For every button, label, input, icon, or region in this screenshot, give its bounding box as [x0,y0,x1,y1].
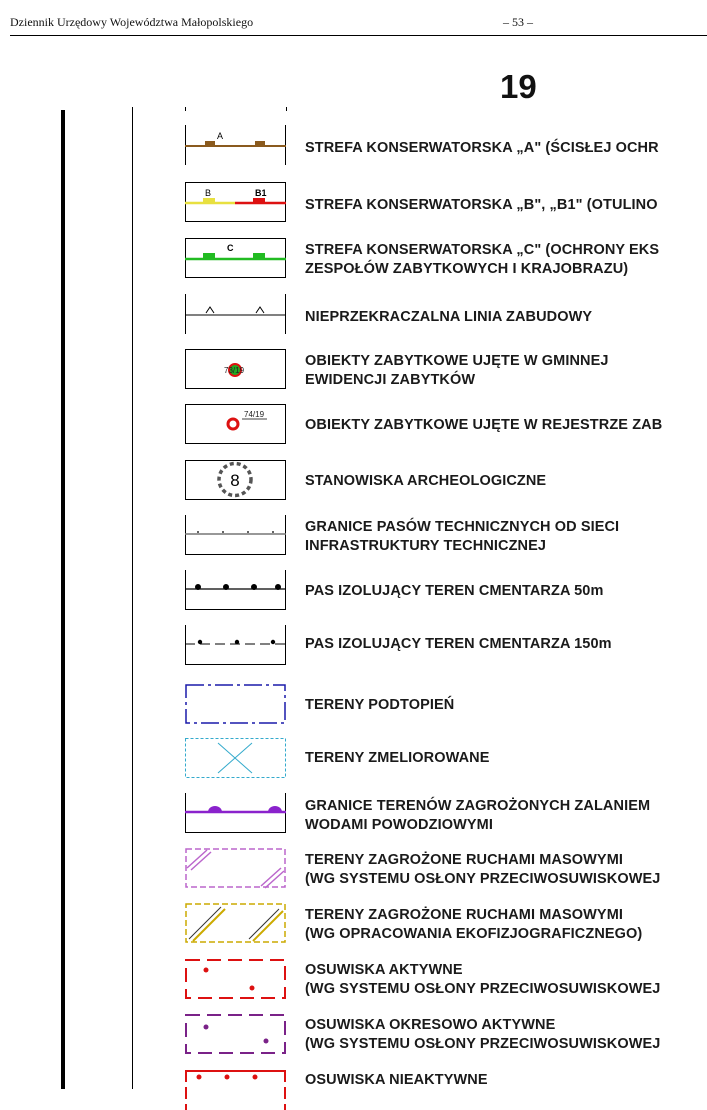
legend-label-reclaimed-areas: TERENY ZMELIOROWANE [305,750,490,766]
cemetery-150m-symbol [185,625,286,665]
legend-label-zone-a: STREFA KONSERWATORSKA „A" (ŚCISŁEJ OCHR [305,140,659,156]
frame-line-thick [61,110,65,1089]
zone-b-tag: B [205,188,212,198]
page-number: – 53 – [503,15,533,29]
zone-b-symbol [185,182,286,222]
zone-a-tag: A [217,131,224,141]
journal-title: Dziennik Urzędowy Województwa Małopolskiego [10,15,254,29]
zone-a-symbol [185,125,286,165]
monument-register-symbol [185,404,286,444]
monument-register-tag: 74/19 [244,410,265,419]
mass-movement-eco-symbol [185,903,286,943]
legend-label-inactive-landslides: OSUWISKA NIEAKTYWNE [305,1072,488,1088]
cemetery-50m-symbol [185,570,286,610]
periodic-landslides-symbol [185,1014,286,1054]
legend-label-periodic-landslides: OSUWISKA OKRESOWO AKTYWNE (WG SYSTEMU OSŁONY PRZECIWOSUWISKOWEJ [305,1017,661,1052]
legend-label-mass-movement-eco: TERENY ZAGROŻONE RUCHAMI MASOWYMI (WG OPRACOWANIA EKOFIZJOGRAFICZNEGO) [305,907,643,942]
archaeological-site-symbol [185,460,286,500]
header-rule [10,35,707,36]
municipal-register-symbol [185,349,286,389]
zone-c-tag: C [227,243,234,253]
technical-strips-symbol [185,515,286,555]
building-line-symbol [185,294,286,334]
frame-line-thin [132,107,133,1089]
inactive-landslides-symbol [185,1070,286,1110]
flooding-areas-symbol [185,684,286,724]
legend-label-zone-c: STREFA KONSERWATORSKA „C" (OCHRONY EKS ZESPOŁÓW ZABYTKOWYCH I KRAJOBRAZU) [305,242,660,277]
municipal-register-tag: 73/19 [224,366,245,375]
mass-movement-system-symbol [185,848,286,888]
legend-label-mass-movement-system: TERENY ZAGROŻONE RUCHAMI MASOWYMI (WG SYSTEMU OSŁONY PRZECIWOSUWISKOWEJ [305,852,661,887]
legend-top-stub [185,107,287,111]
legend-label-flooding-areas: TERENY PODTOPIEŃ [305,697,455,713]
legend-label-zone-b: STREFA KONSERWATORSKA „B", „B1" (OTULINO [305,197,658,213]
flood-risk-symbol [185,793,286,833]
reclaimed-areas-symbol [185,738,286,778]
legend-label-flood-risk: GRANICE TERENÓW ZAGROŻONYCH ZALANIEM WODAMI POWODZIOWYMI [305,798,651,833]
legend-label-monument-register: OBIEKTY ZABYTKOWE UJĘTE W REJESTRZE ZAB [305,417,663,433]
legend-label-cemetery-150m: PAS IZOLUJĄCY TEREN CMENTARZA 150m [305,636,612,652]
legend-label-building-line: NIEPRZEKRACZALNA LINIA ZABUDOWY [305,309,593,325]
active-landslides-symbol [185,959,286,999]
legend-label-archaeological-sites: STANOWISKA ARCHEOLOGICZNE [305,473,547,489]
archaeological-site-tag: 8 [230,471,240,490]
legend-label-cemetery-50m: PAS IZOLUJĄCY TEREN CMENTARZA 50m [305,583,604,599]
zone-b1-tag: B1 [255,188,267,198]
legend-label-technical-strips: GRANICE PASÓW TECHNICZNYCH OD SIECI INFRASTRUKTURY TECHNICZNEJ [305,519,620,554]
legend-label-municipal-register: OBIEKTY ZABYTKOWE UJĘTE W GMINNEJ EWIDENCJI ZABYTKÓW [305,353,609,388]
legend-label-active-landslides: OSUWISKA AKTYWNE (WG SYSTEMU OSŁONY PRZECIWOSUWISKOWEJ [305,962,661,997]
sheet-number: 19 [500,68,537,105]
zone-c-symbol [185,238,286,278]
